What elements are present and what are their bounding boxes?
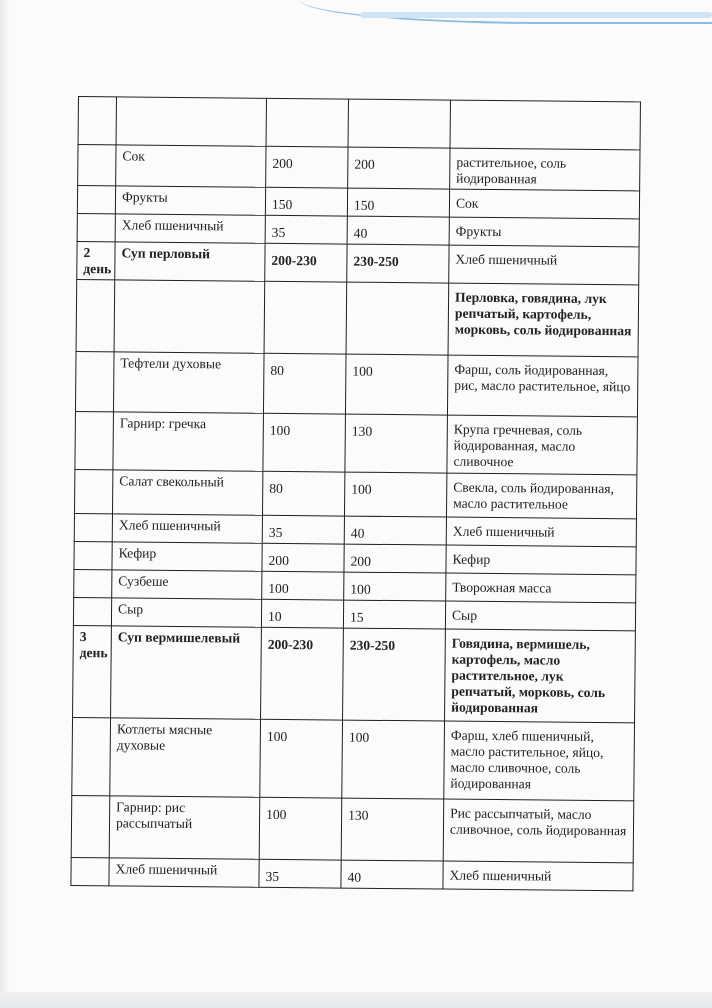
dish-name-cell: Кефир (112, 542, 262, 571)
portion-small-cell (264, 281, 347, 354)
portion-small-cell: 200 (262, 543, 344, 572)
dish-name-cell: Салат свекольный (112, 470, 262, 515)
menu-table (70, 96, 641, 891)
table-row (71, 795, 634, 862)
table-row (73, 625, 636, 722)
dish-name-cell: Гарнир: гречка (113, 412, 264, 471)
dish-name-cell: Сок (116, 145, 266, 187)
table-row (72, 717, 635, 800)
table-row (76, 279, 639, 356)
table-row (71, 857, 633, 890)
portion-small-cell (266, 98, 348, 147)
composition-cell: Хлеб пшеничный (443, 861, 633, 891)
composition-cell: Рис рассыпчатый, масло сливочное, соль йодированная (443, 799, 634, 863)
day-cell (75, 351, 114, 411)
portion-small-cell: 80 (262, 471, 344, 516)
composition-cell: Сок (449, 189, 639, 219)
day-cell: 3 день (73, 625, 112, 717)
portion-small-cell: 10 (261, 599, 343, 628)
dish-name-cell: Хлеб пшеничный (112, 514, 262, 543)
day-cell (73, 597, 111, 625)
portion-large-cell: 15 (343, 600, 445, 629)
composition-cell: Фрукты (449, 217, 639, 247)
portion-small-cell: 200-230 (265, 243, 347, 282)
portion-large-cell: 200 (348, 147, 450, 189)
portion-small-cell: 35 (259, 859, 341, 888)
portion-small-cell: 100 (262, 571, 344, 600)
dish-name-cell: Сыр (111, 598, 261, 627)
composition-cell: Хлеб пшеничный (446, 517, 636, 547)
composition-cell: Свекла, соль йодированная, масло растительное (446, 473, 636, 519)
portion-small-cell: 100 (263, 413, 346, 472)
day-cell (75, 411, 114, 469)
composition-cell: Кефир (446, 545, 636, 575)
portion-large-cell: 130 (345, 414, 448, 473)
scan-edge-left (0, 0, 10, 1008)
composition-cell: Сыр (445, 601, 635, 631)
portion-large-cell: 100 (344, 572, 446, 601)
dish-name-cell: Котлеты мясные духовые (110, 718, 261, 797)
portion-small-cell: 200-230 (261, 627, 344, 720)
portion-small-cell: 100 (260, 719, 343, 798)
day-cell (74, 541, 112, 569)
table-row (74, 469, 636, 518)
day-cell (78, 145, 116, 186)
dish-name-cell: Сузбеше (112, 570, 262, 599)
dish-name-cell: Фрукты (115, 186, 265, 215)
menu-table-body (71, 97, 641, 891)
day-cell (77, 186, 115, 214)
portion-small-cell: 80 (263, 353, 346, 414)
portion-large-cell: 40 (344, 516, 446, 545)
portion-large-cell: 150 (347, 188, 449, 217)
composition-cell: растительное, соль йодированная (450, 148, 640, 191)
composition-cell (450, 100, 640, 150)
dish-name-cell: Хлеб пшеничный (115, 214, 265, 243)
day-cell (74, 513, 112, 541)
portion-small-cell: 100 (259, 797, 342, 860)
composition-cell: Говядина, вермишель, картофель, масло растительное, лук репчатый, морковь, соль йодированная (445, 629, 636, 723)
dish-name-cell: Хлеб пшеничный (109, 858, 259, 887)
day-cell (76, 279, 115, 351)
portion-small-cell: 35 (265, 215, 347, 244)
portion-large-cell: 100 (342, 720, 445, 799)
portion-large-cell: 100 (345, 354, 448, 415)
composition-cell: Хлеб пшеничный (449, 245, 639, 285)
day-cell (72, 717, 111, 795)
table-row (78, 145, 640, 191)
dish-name-cell: Тефтели духовые (113, 352, 264, 413)
portion-large-cell: 130 (341, 798, 444, 861)
composition-cell: Творожная масса (446, 573, 636, 603)
day-cell (71, 857, 109, 885)
dish-name-cell: Суп вермишелевый (111, 626, 262, 719)
composition-cell: Фарш, хлеб пшеничный, масло растительное, яйцо, масло сливочное, соль йодированная (444, 721, 635, 801)
portion-large-cell: 40 (341, 860, 443, 889)
day-cell: 2 день (77, 241, 115, 279)
composition-cell: Крупа гречневая, соль йодированная, масло сливочное (447, 415, 638, 475)
scan-edge-bottom (0, 992, 712, 1008)
dish-name-cell: Суп перловый (115, 242, 265, 281)
day-cell (78, 97, 116, 145)
portion-large-cell: 100 (344, 472, 446, 517)
scan-edge-top-band (360, 12, 712, 18)
portion-large-cell (348, 99, 450, 148)
table-row (75, 411, 638, 474)
day-cell (74, 569, 112, 597)
portion-large-cell: 230-250 (343, 628, 446, 721)
dish-name-cell (116, 97, 266, 146)
portion-small-cell: 35 (262, 515, 344, 544)
portion-large-cell: 200 (344, 544, 446, 573)
dish-name-cell (114, 280, 265, 353)
portion-large-cell (346, 282, 449, 355)
menu-page (70, 96, 640, 887)
day-cell (77, 213, 115, 241)
table-row (75, 351, 638, 416)
table-row (78, 97, 640, 150)
portion-small-cell: 200 (266, 146, 348, 188)
portion-small-cell: 150 (265, 187, 347, 216)
table-row (77, 241, 639, 284)
dish-name-cell: Гарнир: рис рассыпчатый (109, 796, 260, 859)
composition-cell: Фарш, соль йодированная, рис, масло растительное, яйцо (447, 355, 638, 417)
portion-large-cell: 40 (347, 216, 449, 245)
day-cell (74, 469, 112, 513)
day-cell (71, 795, 110, 857)
portion-large-cell: 230-250 (347, 244, 449, 283)
composition-cell: Перловка, говядина, лук репчатый, картофель, морковь, соль йодированная (448, 283, 639, 357)
